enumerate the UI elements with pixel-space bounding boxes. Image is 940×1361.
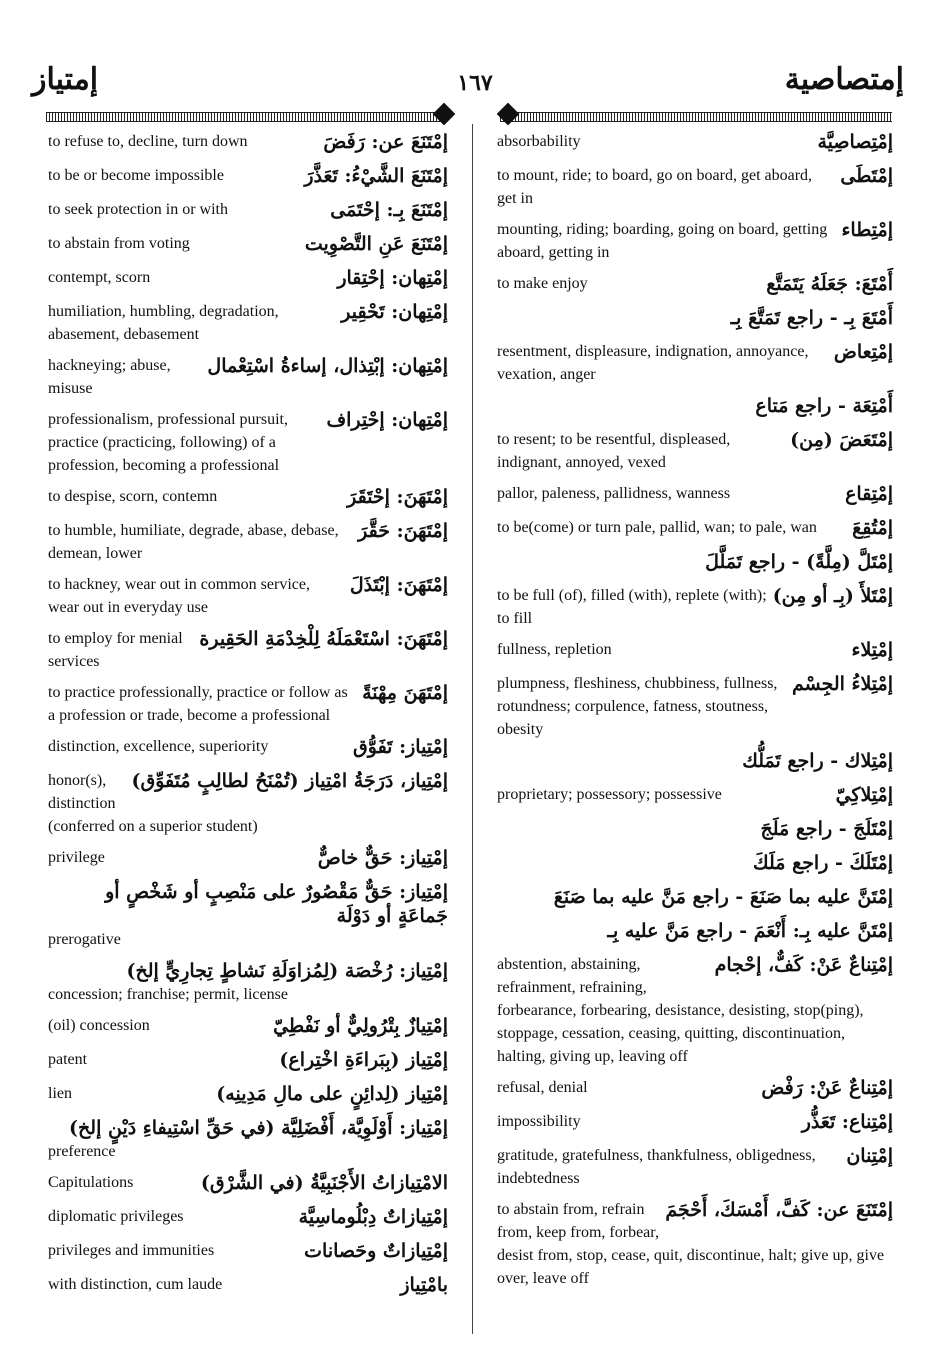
english-definition: concession; franchise; permit, license — [48, 986, 288, 1003]
english-definition: plumpness, fleshiness, chubbiness, fullness, rotundness; corpulence, fatness, stoutness, obesity — [497, 675, 778, 738]
header-rule-left — [46, 112, 446, 122]
arabic-headword: إمْتَنَعَ الشَّيْءُ: تَعَذَّرَ — [304, 165, 448, 187]
dictionary-entry — [497, 817, 893, 843]
dictionary-entry — [497, 482, 893, 508]
arabic-headword: أَمْتَعَ: جَعَلَهُ يَتَمَتَّع — [766, 273, 893, 295]
arabic-headword: إمْتِياز: حَقٌّ خاصٌّ — [317, 847, 448, 869]
arabic-headword: إمْتَلَجَ - راجع مَلَجَ — [760, 818, 893, 840]
arabic-headword: إمْتَنَّ عليه بِـ: أَنْعَمَ - راجع مَنَّ عليه بِـ — [607, 920, 893, 942]
arabic-headword: إمْتِيازاتٌ وحَصانات — [304, 1240, 448, 1262]
dictionary-entry — [497, 164, 893, 210]
dictionary-entry — [497, 428, 893, 474]
arabic-headword: إمْتُقِعَ — [852, 517, 893, 539]
arabic-headword: إمْتِناع: تَعَذُّر — [801, 1111, 893, 1133]
arabic-headword: إمْتَهَنَ: إبْتَذَلَ — [349, 574, 448, 596]
arabic-headword: إمْتِهان: تَحْقِير — [341, 301, 448, 323]
english-definition: preference — [48, 1143, 116, 1160]
dictionary-entry — [497, 516, 893, 542]
arabic-headword: إمْتَنَعَ عن: رَفَضَ — [323, 131, 448, 153]
arabic-headword: إمْتِياز (بِبَراءَةِ اخْتِراع) — [279, 1049, 448, 1071]
english-definition: (oil) concession — [48, 1017, 150, 1034]
dictionary-entry — [497, 584, 893, 630]
english-definition: diplomatic privileges — [48, 1208, 184, 1225]
arabic-headword: إمْتَهَنَ: إحْتَقَرَ — [347, 486, 448, 508]
dictionary-entry — [497, 218, 893, 264]
arabic-headword: إمْتَهَنَ: اسْتَعْمَلَهُ لِلْخِدْمَةِ الحَقِيرة — [199, 628, 448, 650]
dictionary-entry — [497, 1198, 893, 1290]
english-definition: to abstain from, refrain from, keep from, forbear, desist from, stop, cease, quit, discontinue, halt; give up, give over, leave off — [497, 1201, 885, 1287]
column-divider — [472, 124, 473, 1334]
left-guide-word: إمتياز — [32, 62, 99, 97]
arabic-headword: إمْتِيازاتٌ دِبْلُوماسِيَّة — [298, 1206, 448, 1228]
english-definition: to employ for menial services — [48, 630, 183, 670]
dictionary-entry — [48, 1205, 448, 1231]
arabic-headword: إمْتَهَنَ مِهْنَةً — [362, 682, 448, 704]
arabic-headword: إمْتِيازٌ بِتْرُولِيٌّ أو نَفْطِيّ — [273, 1015, 448, 1037]
arabic-headword: إمْتَلأَ (بِـ أو مِن) — [772, 585, 893, 607]
english-definition: to resent; to be resentful, displeased, indignant, annoyed, vexed — [497, 431, 731, 471]
english-definition: proprietary; possessory; possessive — [497, 786, 722, 803]
right-guide-word: إمتصاصية — [784, 62, 904, 97]
dictionary-entry — [497, 1076, 893, 1102]
dictionary-entry — [48, 1273, 448, 1299]
dictionary-entry — [48, 130, 448, 156]
arabic-headword: إمْتَلَكَ - راجع مَلَكَ — [752, 852, 893, 874]
english-definition: to practice professionally, practice or follow as a profession or trade, become a professional — [48, 684, 348, 724]
dictionary-entry — [48, 266, 448, 292]
dictionary-entry — [48, 232, 448, 258]
english-definition: patent — [48, 1051, 88, 1068]
arabic-headword: إمْتِياز: تَفَوُّق — [353, 736, 448, 758]
english-definition: mounting, riding; boarding, going on board, getting aboard, getting in — [497, 221, 828, 261]
dictionary-entry — [497, 130, 893, 156]
english-definition: to despise, scorn, contemn — [48, 488, 218, 505]
english-definition: impossibility — [497, 1113, 581, 1130]
english-definition: honor(s), distinction (conferred on a superior student) — [48, 772, 258, 835]
english-definition: privileges and immunities — [48, 1242, 215, 1259]
page-number: ١٦٧ — [457, 70, 493, 96]
arabic-headword: إمْتِهان: إحْتِقار — [337, 267, 448, 289]
english-definition: to refuse to, decline, turn down — [48, 133, 248, 150]
arabic-headword: إمْتِطاء — [841, 219, 893, 241]
arabic-headword: إمْتِياز: أَوْلَوِيَّة، أَفْضَلِيَّة (في حَقِّ اسْتِيفاءِ دَيْنٍ إلخ) — [69, 1117, 448, 1139]
dictionary-entry — [48, 354, 448, 400]
arabic-headword: إمْتِناعٌ عَنْ: كَفٌّ، إحْجام — [714, 954, 893, 976]
dictionary-entry — [48, 485, 448, 511]
header-rule-right — [500, 112, 892, 122]
english-definition: refusal, denial — [497, 1079, 588, 1096]
arabic-headword: إمْتِصاصِيَّة — [817, 131, 893, 153]
dictionary-entry — [48, 408, 448, 477]
english-definition: abstention, abstaining, refrainment, refraining, forbearance, forbearing, desistance, desisting, stop(ping), stoppage, cessation, ceasing, quitting, discontinuation, halting, giving up, leaving off — [497, 956, 864, 1065]
dictionary-entry — [48, 735, 448, 761]
dictionary-entry — [48, 1048, 448, 1074]
arabic-headword: إمْتِلاءُ الجِسْم — [791, 673, 893, 695]
arabic-headword: إمْتِلاكِيّ — [835, 784, 893, 806]
arabic-headword: إمْتِياز: رُخْصَة (لِمُزاوَلَةِ نَشاطٍ تِجارِيٍّ إلخ) — [126, 960, 448, 982]
english-definition: to hackney, wear out in common service, wear out in everyday use — [48, 576, 310, 616]
arabic-headword: إمْتِلاك - راجع تَمَلُّك — [742, 750, 893, 772]
dictionary-entry — [497, 851, 893, 877]
arabic-headword: إمْتِعاض — [833, 341, 893, 363]
arabic-headword: إمْتِياز: حَقٌّ مَقْصُورٌ على مَنْصِبٍ أو شَخْصٍ أو جَماعَةٍ أو دَوْلَة — [105, 881, 448, 927]
dictionary-entry — [497, 272, 893, 298]
dictionary-entry — [48, 1082, 448, 1108]
arabic-headword: أَمْتَعَ بِـ - راجع تَمَتَّعَ بِـ — [730, 307, 893, 329]
english-definition: fullness, repletion — [497, 641, 612, 658]
dictionary-entry — [48, 164, 448, 190]
english-definition: to humble, humiliate, degrade, abase, debase, demean, lower — [48, 522, 339, 562]
arabic-headword: إمْتِنان — [846, 1145, 893, 1167]
english-definition: distinction, excellence, superiority — [48, 738, 269, 755]
english-definition: contempt, scorn — [48, 269, 151, 286]
right-column — [497, 130, 893, 1298]
english-definition: to be full (of), filled (with), replete (with); to fill — [497, 587, 767, 627]
arabic-headword: إمْتَنَّ عليه بما صَنَعَ - راجع مَنَّ عليه بما صَنَعَ — [553, 886, 893, 908]
left-column — [48, 130, 448, 1307]
english-definition: to be or become impossible — [48, 167, 224, 184]
arabic-headword: إمْتَلَّ (مِلَّةً) - راجع تَمَلَّلَ — [705, 551, 893, 573]
arabic-headword: إمْتِناعٌ عَنْ: رَفْض — [761, 1077, 893, 1099]
dictionary-entry — [497, 306, 893, 332]
arabic-headword: الامْتِيازاتُ الأَجْنَبِيَّةُ (في الشَّرْق) — [200, 1172, 448, 1194]
english-definition: to mount, ride; to board, go on board, get aboard, get in — [497, 167, 813, 207]
arabic-headword: إمْتَطَى — [840, 165, 893, 187]
dictionary-entry — [48, 880, 448, 951]
arabic-headword: أَمْتِعَة - راجع مَتاع — [755, 395, 893, 417]
arabic-headword: إمْتِياز، دَرَجَةُ امْتِياز (تُمْنَحُ لطالِبٍ مُتَفَوِّق) — [131, 770, 448, 792]
english-definition: to make enjoy — [497, 275, 588, 292]
arabic-headword: إمْتَنَعَ بِـ: إحْتَمَى — [330, 199, 448, 221]
english-definition: humiliation, humbling, degradation, abasement, debasement — [48, 303, 279, 343]
english-definition: to seek protection in or with — [48, 201, 228, 218]
dictionary-entry — [48, 1239, 448, 1265]
page-header — [0, 62, 940, 112]
dictionary-entry — [48, 769, 448, 838]
arabic-headword: إمْتِياز (لِدائِنٍ على مالِ مَدِينِه) — [216, 1083, 448, 1105]
dictionary-entry — [48, 198, 448, 224]
dictionary-entry — [497, 638, 893, 664]
dictionary-entry — [48, 519, 448, 565]
dictionary-entry — [497, 919, 893, 945]
dictionary-entry — [497, 550, 893, 576]
english-definition: gratitude, gratefulness, thankfulness, obligedness, indebtedness — [497, 1147, 816, 1187]
dictionary-entry — [48, 300, 448, 346]
english-definition: Capitulations — [48, 1174, 134, 1191]
english-definition: to be(come) or turn pale, pallid, wan; to pale, wan — [497, 519, 817, 536]
english-definition: with distinction, cum laude — [48, 1276, 223, 1293]
dictionary-entry — [497, 953, 893, 1068]
english-definition: lien — [48, 1085, 72, 1102]
dictionary-entry — [48, 1171, 448, 1197]
dictionary-entry — [497, 394, 893, 420]
english-definition: absorbability — [497, 133, 581, 150]
arabic-headword: إمْتَعَضَ (مِن) — [790, 429, 893, 451]
dictionary-entry — [497, 749, 893, 775]
dictionary-entry — [497, 1110, 893, 1136]
arabic-headword: إمْتِلاء — [851, 639, 893, 661]
english-definition: resentment, displeasure, indignation, annoyance, vexation, anger — [497, 343, 809, 383]
dictionary-entry — [497, 885, 893, 911]
arabic-headword: بامْتِياز — [400, 1274, 448, 1296]
dictionary-entry — [497, 340, 893, 386]
dictionary-entry — [48, 959, 448, 1006]
arabic-headword: إمْتِهان: إحْتِراف — [326, 409, 448, 431]
english-definition: professionalism, professional pursuit, practice (practicing, following) of a profession, becoming a professional — [48, 411, 288, 474]
arabic-headword: إمْتَهَنَ: حَقَّرَ — [358, 520, 448, 542]
dictionary-entry — [48, 627, 448, 673]
dictionary-entry — [497, 672, 893, 741]
arabic-headword: إمْتَنَعَ عن: كَفَّ، أَمْسَكَ، أَحْجَمَ — [665, 1199, 893, 1221]
arabic-headword: إمْتِهان: إبْتِذال، إساءةُ اسْتِعْمال — [207, 355, 448, 377]
arabic-headword: إمْتِقاع — [845, 483, 893, 505]
dictionary-entry — [48, 681, 448, 727]
english-definition: privilege — [48, 849, 105, 866]
english-definition: prerogative — [48, 931, 121, 948]
english-definition: hackneying; abuse, misuse — [48, 357, 171, 397]
dictionary-entry — [48, 1116, 448, 1163]
dictionary-entry — [497, 783, 893, 809]
dictionary-entry — [48, 1014, 448, 1040]
arabic-headword: إمْتَنَعَ عَنِ التَّصْوِيت — [304, 233, 448, 255]
dictionary-entry — [48, 846, 448, 872]
english-definition: pallor, paleness, pallidness, wanness — [497, 485, 731, 502]
dictionary-entry — [497, 1144, 893, 1190]
dictionary-entry — [48, 573, 448, 619]
english-definition: to abstain from voting — [48, 235, 190, 252]
